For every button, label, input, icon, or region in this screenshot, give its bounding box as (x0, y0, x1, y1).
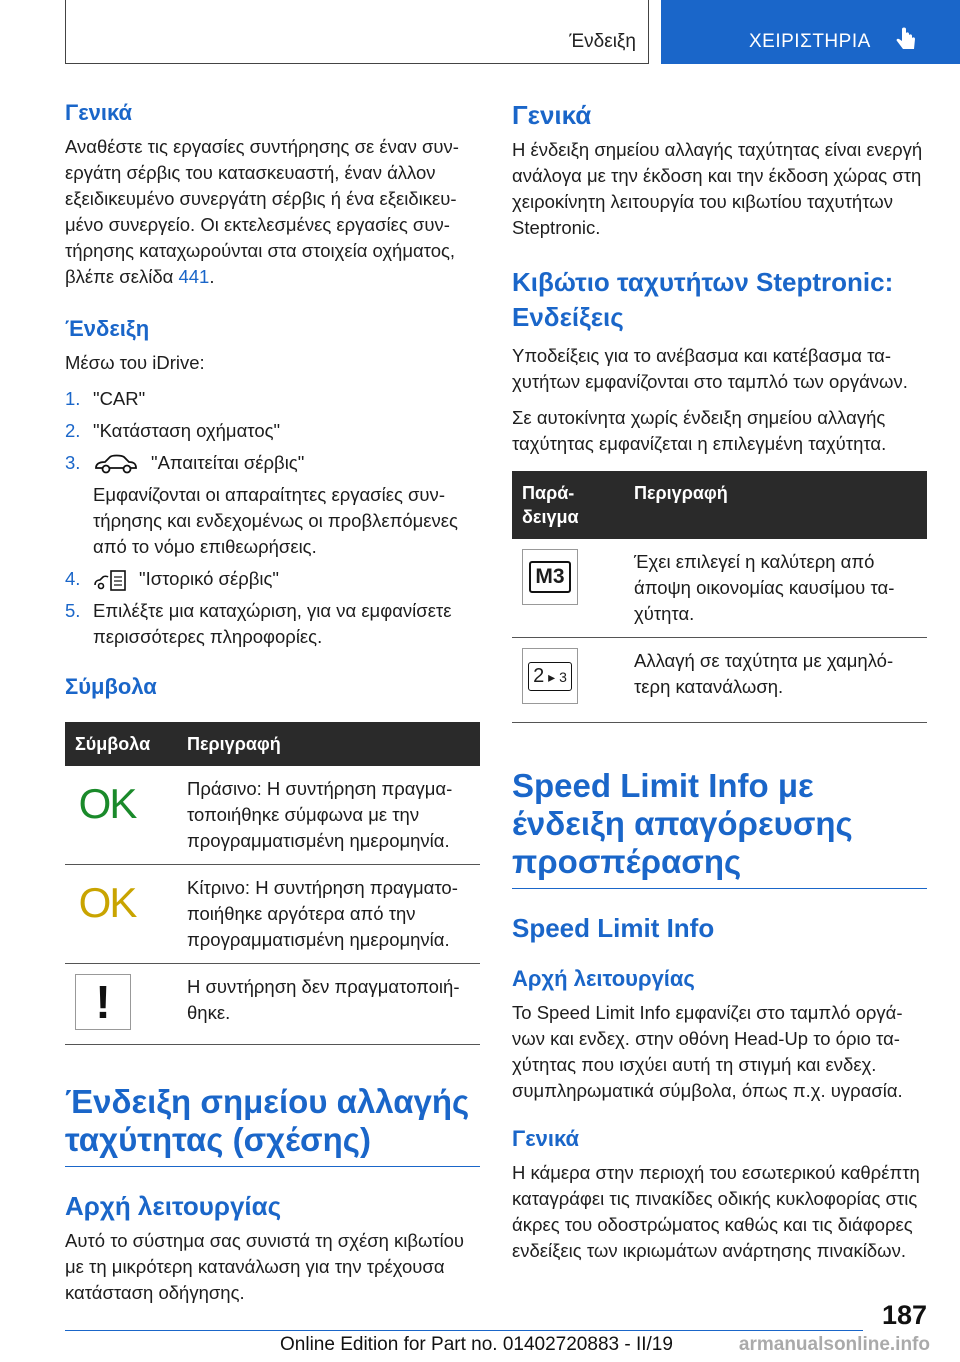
gear-m3-icon: M3 (522, 549, 578, 605)
step-subtext: Εμφανίζονται οι απαραίτητες εργασίες συντήρησης και ενδεχομένως οι προβλεπόμενες από το νόμο επιθεωρήσεις. (93, 484, 458, 557)
sli-principle-heading: Αρχή λειτουργίας (512, 966, 695, 991)
right-column (512, 98, 927, 1264)
table-row (512, 638, 927, 723)
table-header: Παράδειγμα (512, 471, 624, 539)
general-text: Αναθέστε τις εργασίες συντήρησης σε έναν συνεργάτη σέρβις του κατασκευαστή, έναν άλλον εξειδικευμένο συνεργάτη σέρβις ή ένα εξειδικευμένο συνεργείο. Οι εκτελεσμένες εργασίες συντήρησης καταχωρούνται στα στοιχεία οχήματος, βλέπε σελίδα (65, 136, 459, 287)
header-section-box (65, 0, 649, 64)
table-header: Περιγραφή (624, 471, 927, 539)
gear-shift-down-icon: 2 ▸ 3 (522, 648, 578, 704)
principle-text: Αυτό το σύστημα σας συνιστά τη σχέση κιβωτίου με τη μικρότερη κατανάλωση για την τρέχουσα κατάσταση οδήγησης. (65, 1230, 465, 1304)
step-text: "CAR" (93, 388, 146, 409)
hand-pointer-icon (893, 27, 919, 53)
list-item: 3. "Απαιτείται σέρβις" Εμφανίζονται οι απαραίτητες εργασίες συντήρησης και ενδεχομένως οι προβλεπόμενες από το νόμο επιθεωρήσεις. (65, 450, 480, 560)
step-text: Επιλέξτε μια καταχώριση, για να εμφανίσετε περισσότερες πληροφορίες. (93, 600, 452, 648)
table-cell: Πράσινο: Η συντήρηση πραγματοποιήθηκε σύμφωνα με την προγραμματισμένη ημερομηνία. (177, 766, 480, 865)
sli-heading: Speed Limit Info με ένδειξη απαγόρευσης προσπέρασης (512, 767, 927, 889)
section-title: Ένδειξη (569, 31, 636, 52)
right-general-text: Η ένδειξη σημείου αλλαγής ταχύτητας είναι ενεργή ανάλογα με την έκδοση και την έκδοση χώρας στη χειροκίνητη λειτουργία του κιβωτίου ταχυτήτων Steptronic. (512, 139, 923, 238)
sli-general-text: Η κάμερα στην περιοχή του εσωτερικού καθρέπτη καταγράφει τις πινακίδες οδικής κυκλοφορίας στις άκρες του οδοστρώματος καθώς και τις διάφορες ενδείξεις των ικριωμάτων ανάρτησης πινακίδων. (512, 1162, 920, 1261)
service-history-icon (93, 568, 127, 592)
general-paragraph (65, 134, 480, 290)
chapter-tab-label: ΧΕΙΡΙΣΤΗΡΙΑ (749, 31, 871, 52)
steps-list (65, 386, 480, 650)
shift-heading: Ένδειξη σημείου αλλαγής ταχύτητας (σχέσης) (65, 1083, 480, 1167)
page-number: 187 (881, 1300, 927, 1330)
general-heading: Γενικά (65, 100, 133, 125)
table-row (65, 865, 480, 964)
list-item: 4. "Ιστορικό σέρβις" (65, 566, 480, 592)
page-link[interactable]: 441 (178, 266, 210, 287)
edition-text: Online Edition for Part no. 01402720883 - II/19 (280, 1334, 673, 1355)
display-heading: Ένδειξη (65, 316, 150, 341)
table-header: Σύμβολα (65, 722, 177, 766)
table-header-row (512, 471, 927, 539)
table-row (65, 964, 480, 1045)
table-cell: Η συντήρηση δεν πραγματοποιήθηκε. (177, 964, 480, 1045)
sli-principle-text: Το Speed Limit Info εμφανίζει στο ταμπλό οργάνων και ενδεχ. στην οθόνη Head-Up το όριο ταχύτητας που ισχύει αυτή τη στιγμή και ενδεχ. συμπληρωματικά σύμβολα, όπως π.χ. υγρασία. (512, 1002, 903, 1101)
ok-yellow-icon: OK (78, 879, 136, 927)
steptronic-heading: Κιβώτιο ταχυτήτων Steptronic: Ενδείξεις (512, 267, 894, 332)
arrow-icon: ▸ (544, 668, 560, 685)
step-text: "Κατάσταση οχήματος" (93, 420, 281, 441)
step-text: "Ιστορικό σέρβις" (139, 568, 279, 589)
table-row (512, 539, 927, 638)
right-general-heading: Γενικά (512, 100, 592, 130)
table-row (65, 766, 480, 865)
sli-subheading: Speed Limit Info (512, 913, 715, 943)
table-cell: Έχει επιλεγεί η καλύτερη από άποψη οικονομίας καυσίμου ταχύτητα. (624, 539, 927, 638)
symbols-table (65, 722, 480, 1045)
footer-divider (65, 1330, 863, 1331)
table-header: Περιγραφή (177, 722, 480, 766)
list-item: 1. "CAR" (65, 388, 146, 409)
step-text: "Απαιτείται σέρβις" (151, 452, 305, 473)
steptronic-text-2: Σε αυτοκίνητα χωρίς ένδειξη σημείου αλλαγής ταχύτητας εμφανίζεται η επιλεγμένη ταχύτητα. (512, 407, 887, 454)
gear-table (512, 471, 927, 723)
table-cell: Αλλαγή σε ταχύτητα με χαμηλότερη κατανάλωση. (624, 638, 927, 723)
symbols-heading: Σύμβολα (65, 674, 157, 700)
exclamation-icon: ! (75, 974, 131, 1030)
table-cell: Κίτρινο: Η συντήρηση πραγματοποιήθηκε αργότερα από την προγραμματισμένη ημερομηνία. (177, 865, 480, 964)
ok-green-icon: OK (78, 780, 136, 828)
watermark: armanualsonline.info (738, 1334, 930, 1355)
list-item: 5. Επιλέξτε μια καταχώριση, για να εμφανίσετε περισσότερες πληροφορίες. (65, 600, 452, 648)
display-intro: Μέσω του iDrive: (65, 352, 205, 373)
chapter-tab[interactable] (661, 0, 960, 64)
car-icon (93, 453, 139, 475)
sli-general-heading: Γενικά (512, 1126, 580, 1151)
steptronic-text-1: Υποδείξεις για το ανέβασμα και κατέβασμα ταχυτήτων εμφανίζονται στο ταμπλό των οργάνων. (512, 345, 908, 392)
list-item: 2. "Κατάσταση οχήματος" (65, 420, 281, 441)
left-column (65, 98, 480, 1306)
table-header-row (65, 722, 480, 766)
principle-heading: Αρχή λειτουργίας (65, 1191, 282, 1222)
general-end: . (209, 266, 215, 287)
